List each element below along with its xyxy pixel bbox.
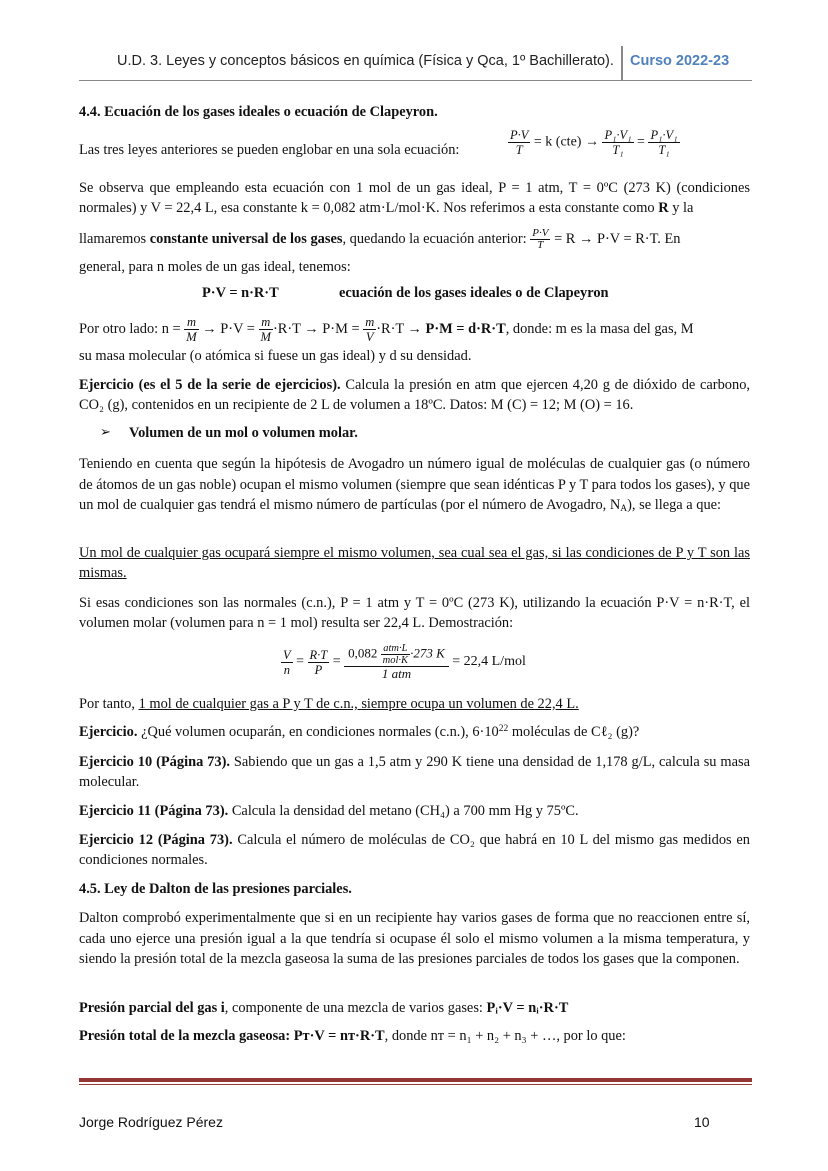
footer-rule-thick (79, 1078, 752, 1082)
paragraph-other-side: Por otro lado: n = $\frac{m}{M}$ → P·V = $\frac{m}{M}$ ·R·T → P·M = $\frac{m}{V}$ ·R·T → P·M = d·R·T, donde: m es la masa del gas, M (79, 315, 694, 344)
exercise-12: Ejercicio 12 (Página 73). Calcula el número de moléculas de CO₂ que habrá en 10 L del mismo gas medidos en condiciones normales. (79, 832, 750, 868)
section-heading-4-5: 4.5. Ley de Dalton de las presiones parciales. (79, 881, 352, 897)
clapeyron-equation: P·V = n·R·T (202, 285, 279, 301)
bullet-icon: ➢ (100, 425, 111, 440)
paragraph-universal-constant: llamaremos constante universal de los gases, quedando la ecuación anterior: $\frac{P\cdot V}{T}$ = R → P·V = R·T. En (79, 227, 681, 251)
conclusion-line: Por tanto, 1 mol de cualquier gas a P y T de c.n., siempre ocupa un volumen de 22,4 L. (79, 696, 579, 712)
section-heading-4-4: 4.4. Ecuación de los gases ideales o ecuación de Clapeyron. (79, 104, 438, 120)
molar-volume-demonstration: $\frac{V}{n}$ = $\frac{R\cdot T}{P}$ = 0,082 $\frac{\text{atm·L}}{\text{mol·K}}$ ·273 K 1 atm = 22,4 L/mol (283, 643, 526, 681)
page-header (0, 0, 828, 80)
footer-author: Jorge Rodríguez Pérez (79, 1114, 223, 1130)
paragraph-normal-conditions: Si esas condiciones son las normales (c.n.), P = 1 atm y T = 0ºC (273 K), utilizando la ecuación P·V = n·R·T, el volumen molar (volumen para n = 1 mol) resulta ser 22,4 L. Demostración: (79, 595, 750, 631)
header-rule (79, 80, 752, 81)
total-pressure-line: Presión total de la mezcla gaseosa: Pᴛ·V = nᴛ·R·T, donde nᴛ = n₁ + n₂ + n₃ + …, por lo que: (79, 1028, 626, 1044)
subheading-molar-volume: Volumen de un mol o volumen molar. (129, 425, 358, 441)
exercise-10: Ejercicio 10 (Página 73). Sabiendo que un gas a 1,5 atm y 290 K tiene una densidad de 1,178 g/L, calcula su masa molecular. (79, 754, 750, 790)
header-divider (621, 46, 623, 80)
footer-rule-thin (79, 1084, 752, 1085)
paragraph-constant-R: Se observa que empleando esta ecuación con 1 mol de un gas ideal, P = 1 atm, T = 0ºC (273 K) (condiciones normales) y V = 22,4 L, esa constante k = 0,082 atm·L/mol·K. Nos referimos a esta constante como R y la (79, 180, 750, 216)
intro-line: Las tres leyes anteriores se pueden englobar en una sola ecuación: (79, 142, 460, 158)
partial-pressure-line: Presión parcial del gas i, componente de una mezcla de varios gases: Pᵢ·V = nᵢ·R·T (79, 1000, 569, 1016)
paragraph-avogadro: Teniendo en cuenta que según la hipótesis de Avogadro un número igual de moléculas de cualquier gas (o número de átomos de un gas noble) ocupan el mismo volumen (siempre que sean idénticas P y T para todos los gases), y que un mol de cualquier gas tendrá el mismo número de partículas (por el número de Avogadro, $N_A$), se llega a que: (79, 456, 750, 514)
page-number: 10 (694, 1114, 710, 1130)
molar-volume-statement: Un mol de cualquier gas ocupará siempre el mismo volumen, sea cual sea el gas, si las condiciones de P y T son las mismas. (79, 545, 750, 581)
paragraph-density: su masa molecular (o atómica si fuese un gas ideal) y d su densidad. (79, 348, 472, 364)
clapeyron-label: ecuación de los gases ideales o de Clapeyron (339, 285, 609, 301)
header-title: U.D. 3. Leyes y conceptos básicos en química (Física y Qca, 1º Bachillerato). (117, 53, 614, 69)
header-course: Curso 2022-23 (630, 53, 730, 69)
paragraph-n-moles: general, para n moles de un gas ideal, tenemos: (79, 259, 351, 275)
equation-combined: $\frac{P\cdot V}{T}$ = k (cte) → $\frac{\text{P₁·V₁}}{\text{T₁}}$ = $\frac{\text{P₁·V₁}}{\text{T₁}}$ (510, 128, 678, 157)
paragraph-dalton: Dalton comprobó experimentalmente que si en un recipiente hay varios gases de forma que no reaccionen entre sí, cada uno ejerce una presión igual a la que tendría si ocupase él solo el mismo volumen a la misma temperatura, y siendo la presión total de la mezcla gaseosa la suma de las presiones parciales de todos los gases que la componen. (79, 910, 750, 967)
exercise-chlorine: Ejercicio. ¿Qué volumen ocuparán, en condiciones normales (c.n.), $6\cdot 10^{22}$ moléculas de Cℓ₂ (g)? (79, 724, 640, 740)
exercise-5: Ejercicio (es el 5 de la serie de ejercicios). Calcula la presión en atm que ejercen 4,20 g de dióxido de carbono, CO₂ (g), contenidos en un recipiente de 2 L de volumen a 18ºC. Datos: M (C) = 12; M (O) = 16. (79, 377, 750, 413)
exercise-11: Ejercicio 11 (Página 73). Calcula la densidad del metano (CH₄) a 700 mm Hg y 75ºC. (79, 803, 579, 819)
